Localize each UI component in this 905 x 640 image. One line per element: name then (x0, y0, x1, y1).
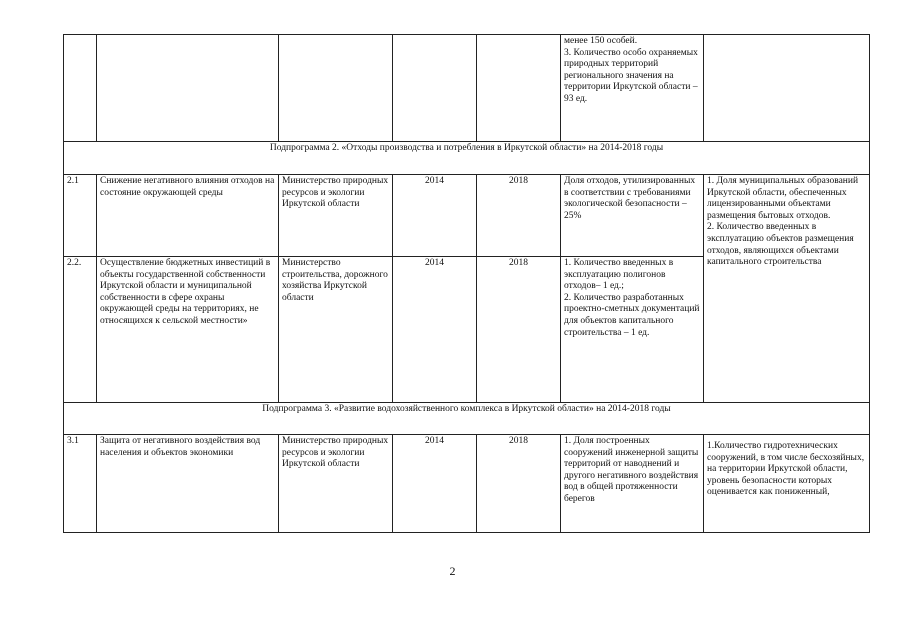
cell-executor: Министерство природных ресурсов и экологии Иркутской области (279, 435, 393, 533)
cell-result: 1. Количество введенных в эксплуатацию полигонов отходов– 1 ед.; 2. Количество разработанных проектно-сметных документаций для объектов капитального строительства – 1 ед. (561, 257, 704, 403)
cell-name: Снижение негативного влияния отходов на состояние окружающей среды (97, 175, 279, 257)
cell-num (64, 35, 97, 142)
table-row (64, 175, 870, 257)
table-row-continued (64, 35, 870, 142)
cell-start (393, 35, 477, 142)
cell-start: 2014 (393, 257, 477, 403)
cell-num: 3.1 (64, 435, 97, 533)
cell-start: 2014 (393, 435, 477, 533)
subprogram-heading-row (64, 142, 870, 175)
cell-name (97, 35, 279, 142)
cell-executor (279, 35, 393, 142)
cell-result: менее 150 особей. 3. Количество особо охраняемых природных территорий регионального значения на территории Иркутской области – 93 ед. (561, 35, 704, 142)
program-table (63, 34, 870, 533)
cell-executor: Министерство природных ресурсов и экологии Иркутской области (279, 175, 393, 257)
cell-result: Доля отходов, утилизированных в соответствии с требованиями экологической безопасности – 25% (561, 175, 704, 257)
cell-executor: Министерство строительства, дорожного хозяйства Иркутской области (279, 257, 393, 403)
cell-indicators (704, 35, 870, 142)
cell-num: 2.2. (64, 257, 97, 403)
cell-end: 2018 (477, 435, 561, 533)
page-number: 2 (449, 564, 456, 578)
cell-end: 2018 (477, 257, 561, 403)
cell-name: Осуществление бюджетных инвестиций в объекты государственной собственности Иркутской области и муниципальной собственности в сфере охраны окружающей среды на территориях, не относящихся к сельской местности» (97, 257, 279, 403)
cell-indicators-shared: 1. Доля муниципальных образований Иркутской области, обеспеченных лицензированными объектами размещения бытовых отходов. 2. Количество введенных в эксплуатацию объектов размещения отходов, являющихся объектами капитального строительства (704, 175, 870, 403)
subprogram-3-title: Подпрограмма 3. «Развитие водохозяйственного комплекса в Иркутской области» на 2014-2018 годы (64, 403, 870, 435)
cell-start: 2014 (393, 175, 477, 257)
cell-num: 2.1 (64, 175, 97, 257)
subprogram-heading-row (64, 403, 870, 435)
subprogram-2-title: Подпрограмма 2. «Отходы производства и потребления в Иркутской области» на 2014-2018 годы (64, 142, 870, 175)
cell-result: 1. Доля построенных сооружений инженерной защиты территорий от наводнений и другого негативного воздействия вод в общей протяженности берегов (561, 435, 704, 533)
cell-end (477, 35, 561, 142)
cell-end: 2018 (477, 175, 561, 257)
cell-indicators: 1.Количество гидротехнических сооружений, в том числе бесхозяйных, на территории Иркутской области, уровень безопасности которых оценивается как пониженный, (704, 435, 870, 533)
table-row (64, 435, 870, 533)
cell-name: Защита от негативного воздействия вод населения и объектов экономики (97, 435, 279, 533)
